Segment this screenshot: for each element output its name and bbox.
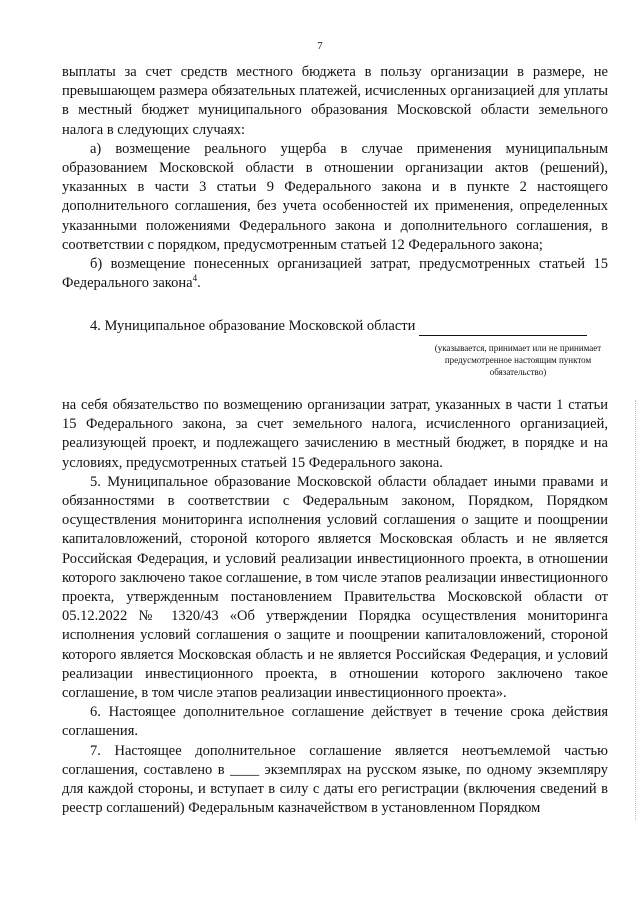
para6-text: 6. Настоящее дополнительное соглашение действует в течение срока действия соглашения.	[62, 704, 608, 740]
fill-in-line	[419, 321, 587, 336]
scan-edge	[633, 400, 636, 820]
para7-text: 7. Настоящее дополнительное соглашение является неотъемлемой частью соглашения, составлено в ____ экземплярах на русском языке, по одному экземпляру для каждой стороны, и вступает в силу с даты его регистрации (включения сведений в реестр соглашений) Федеральным казначейством в установленном Порядком	[62, 742, 608, 817]
fill-in-note: (указывается, принимает или не принимает предусмотренное настоящим пунктом обязательство)	[434, 343, 602, 377]
item-b-end: .	[197, 275, 201, 292]
intro-text: выплаты за счет средств местного бюджета в пользу организации в размере, не превышающем размера обязательных платежей, исчисленных организацией для уплаты в местный бюджет муниципального образования Московской области земельного налога в следующих случаях:	[62, 64, 608, 138]
para5-text: 5. Муниципальное образование Московской области обладает иными правами и обязанностями в соответствии с Федеральным законом, Порядком, Порядком осуществления мониторинга исполнения условий соглашения о защите и поощрении капиталовложений, стороной которого является Московская область и не является Российская Федерация, и условий реализации инвестиционного проекта, в отношении которого заключено такое соглашение, в том числе этапов реализации инвестиционного проекта, утвержденным постановлением Правительства Московской области от 05.12.2022 № 1320/43 «Об утверждении Порядка осуществления мониторинга исполнения условий соглашения о защите и поощрении капиталовложений, стороной которого является Московская область и не является Российская Федерация, и условий реализации инвестиционного проекта, в отношении которого заключено такое соглашение, в том числе этапов реализации инвестиционного проекта».	[62, 473, 608, 702]
item-a-text: а) возмещение реального ущерба в случае применения муниципальным образованием Московской области в отношении организации актов (решений), указанных в части 3 статьи 9 Федерального закона и в пункте 2 настоящего дополнительного соглашения, без учета особенностей их применения, определенных указанными положениями Федерального закона и дополнительного соглашения, в соответствии с порядком, предусмотренным статьей 12 Федерального закона;	[62, 140, 608, 253]
paragraph-intro	[62, 63, 608, 293]
para4-cont-text: на себя обязательство по возмещению организации затрат, указанных в части 1 статьи 15 Федерального закона, за счет земельного налога, исчисленного организацией, реализующей проект, и подлежащего зачислению в местный бюджет, в порядке и на условиях, предусмотренных статьей 15 Федерального закона.	[62, 397, 608, 471]
para4-start-text: 4. Муниципальное образование Московской области	[90, 318, 416, 334]
paragraph-4-cont	[62, 396, 608, 818]
item-b	[62, 255, 608, 293]
page-number: 7	[317, 40, 323, 52]
footnote-marker: 4	[192, 273, 198, 284]
paragraph-4-start	[62, 317, 608, 336]
item-b-text: б) возмещение понесенных организацией затрат, предусмотренных статьей 15 Федерального закона	[62, 256, 608, 292]
